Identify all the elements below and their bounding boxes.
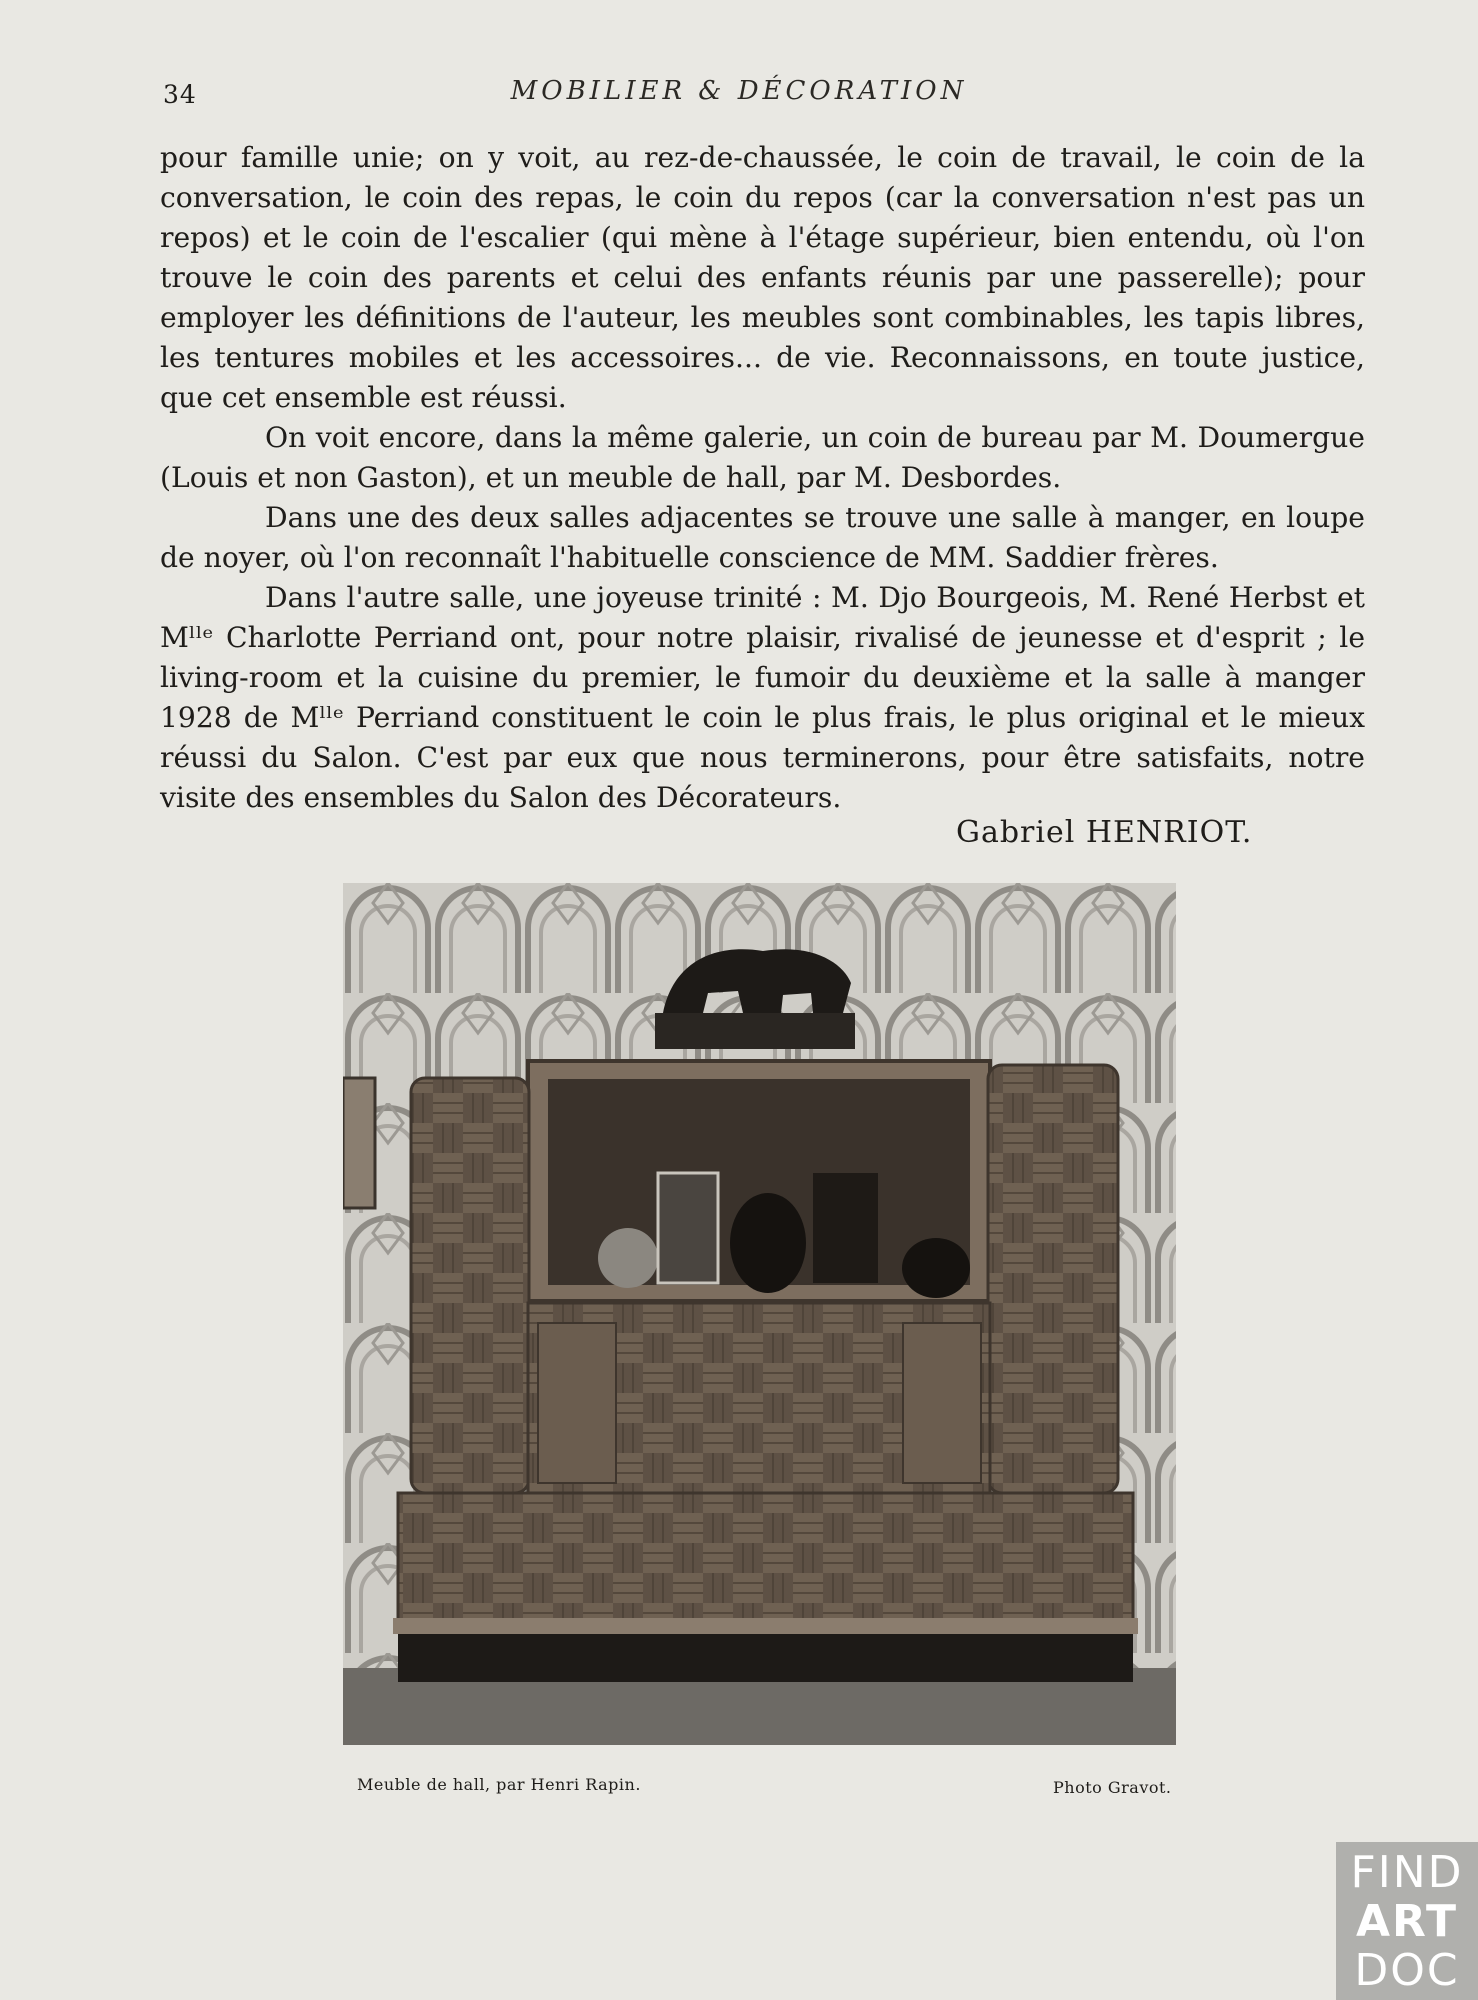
watermark-line: DOC (1354, 1944, 1460, 1996)
running-title: MOBILIER & DÉCORATION (510, 76, 968, 106)
article-paragraph: Dans l'autre salle, une joyeuse trinité : M. Djo Bourgeois, M. René Herbst et Mˡˡᵉ Charlotte Perriand ont, pour notre plaisir, rivalisé de jeunesse et d'esprit ; le living-room et la cuisine du premier, le fumoir du deuxième et la salle à manger 1928 de Mˡˡᵉ Perriand constituent le coin le plus frais, le plus original et le mieux réussi du Salon. C'est par eux que nous terminerons, pour être satisfaits, notre visite des ensembles du Salon des Décorateurs. (160, 581, 1365, 814)
vase-black (730, 1193, 806, 1293)
lacquer-panel-left (658, 1173, 718, 1283)
right-drawers (903, 1323, 981, 1483)
article-paragraph: Dans une des deux salles adjacentes se trouve une salle à manger, en loupe de noyer, où l'on reconnaît l'habituelle conscience de MM. Saddier frères. (160, 501, 1365, 574)
lacquer-panel-right (813, 1173, 878, 1283)
watermark-line: ART (1356, 1895, 1458, 1947)
author-signature: Gabriel HENRIOT. (956, 815, 1253, 850)
sideboard-foot (398, 1634, 1133, 1682)
page-number: 34 (163, 80, 197, 109)
furniture-photo (343, 883, 1176, 1745)
framed-picture (343, 1078, 375, 1208)
left-column-cabinet (411, 1078, 529, 1493)
photo-illustration (343, 883, 1176, 1745)
right-column-cabinet (988, 1065, 1118, 1493)
watermark-line: FIND (1350, 1846, 1464, 1898)
vase-small (902, 1238, 970, 1298)
figure-caption: Meuble de hall, par Henri Rapin. (357, 1775, 641, 1794)
article-body (160, 138, 1365, 818)
sideboard-base (398, 1493, 1133, 1623)
sculpture-base (655, 1013, 855, 1049)
findartdoc-watermark (1336, 1842, 1478, 2000)
sideboard-plinth (393, 1618, 1138, 1634)
article-paragraph: pour famille unie; on y voit, au rez-de-chaussée, le coin de travail, le coin de la conversation, le coin des repas, le coin du repos (car la conversation n'est pas un repos) et le coin de l'escalier (qui mène à l'étage supérieur, bien entendu, où l'on trouve le coin des parents et celui des enfants réunis par une passerelle); pour employer les définitions de l'auteur, les meubles sont combinables, les tapis libres, les tentures mobiles et les accessoires... de vie. Reconnaissons, en toute justice, que cet ensemble est réussi. (160, 141, 1365, 414)
left-drawers (538, 1323, 616, 1483)
article-paragraph: On voit encore, dans la même galerie, un coin de bureau par M. Doumergue (Louis et non Gaston), et un meuble de hall, par M. Desbordes. (160, 421, 1365, 494)
photo-credit: Photo Gravot. (1053, 1778, 1172, 1797)
vase-round (598, 1228, 658, 1288)
